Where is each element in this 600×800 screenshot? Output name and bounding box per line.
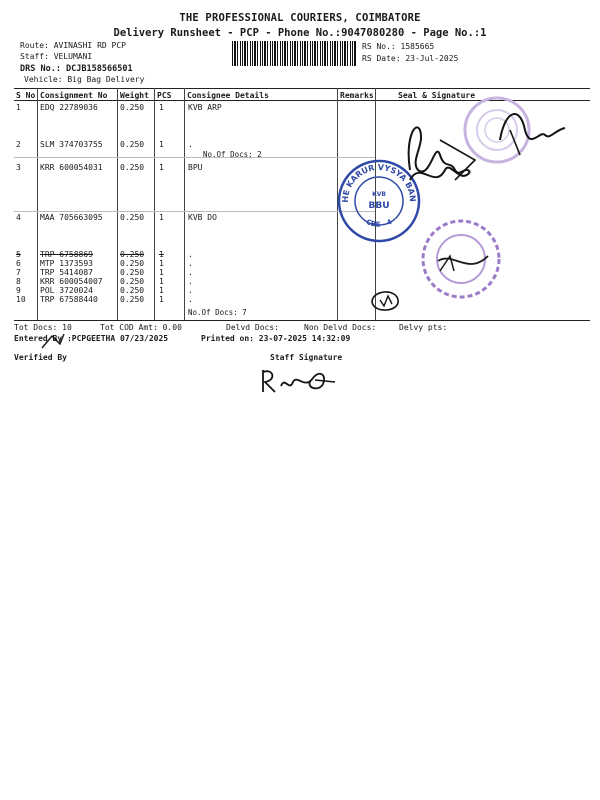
rs-number: RS No.: 1585665 (362, 42, 435, 51)
column-divider (154, 88, 155, 320)
row-weight: 0.250 (120, 163, 145, 172)
staff-signature-scribble (255, 362, 345, 398)
staff-signature-label: Staff Signature (270, 353, 343, 362)
delivery-points: Delvy pts: (399, 323, 448, 332)
total-cod-amount: Tot COD Amt: 0.00 (100, 323, 182, 332)
row-sno: 5 (16, 250, 21, 259)
row-weight: 0.250 (120, 213, 145, 222)
column-header-remarks: Remarks (340, 91, 374, 100)
svg-text:CBE - 4 (365, 218, 394, 229)
signature-scribble (400, 150, 480, 210)
delivered-docs: Delvd Docs: (226, 323, 279, 332)
row-consignee: . (188, 286, 193, 295)
row-consignment: TRP 67588440 (40, 295, 98, 304)
column-header-weight: Weight (120, 91, 149, 100)
column-header-consignee: Consignee Details (187, 91, 269, 100)
row-sno: 2 (16, 140, 21, 149)
row-pcs: 1 (159, 295, 164, 304)
stamp-bottom-text: CBE - 4 (364, 217, 394, 229)
row-consignment: KRR 600054007 (40, 277, 103, 286)
row-consignment: TRP 6758869 (40, 250, 93, 259)
row-consignment: EDQ 22789036 (40, 103, 98, 112)
row-pcs: 1 (159, 163, 164, 172)
row-consignee: . (188, 250, 193, 259)
row-weight: 0.250 (120, 286, 145, 295)
row-weight: 0.250 (120, 259, 145, 268)
row-sno: 6 (16, 259, 21, 268)
column-divider (117, 88, 118, 320)
column-header-sno: S No (16, 91, 36, 100)
row-sno: 1 (16, 103, 21, 112)
column-header-pcs: PCS (157, 91, 172, 100)
row-sno: 10 (16, 295, 26, 304)
row-weight: 0.250 (120, 277, 145, 286)
row-consignee: KVB ARP (188, 103, 222, 112)
row-pcs: 1 (159, 277, 164, 286)
row-weight: 0.250 (120, 268, 145, 277)
row-consignee: . (188, 295, 193, 304)
vehicle-label: Vehicle: Big Bag Delivery (24, 75, 145, 84)
row-consignee: . (188, 140, 193, 149)
row-pcs: 1 (159, 250, 164, 259)
purple-bank-stamp (418, 216, 504, 302)
row-divider (14, 157, 375, 158)
row-weight: 0.250 (120, 103, 145, 112)
column-header-seal: Seal & Signature (398, 91, 476, 100)
column-header-consignment: Consignment No (40, 91, 108, 100)
non-delivered-docs: Non Delvd Docs: (304, 323, 377, 332)
row-weight: 0.250 (120, 140, 145, 149)
verified-by-label: Verified By (14, 353, 67, 362)
row-pcs: 1 (159, 140, 164, 149)
table-top-border (14, 88, 590, 89)
row-consignee: . (188, 259, 193, 268)
row-weight: 0.250 (120, 295, 145, 304)
stamp-kvb-text: KVB (372, 191, 386, 198)
row-docs-count: No.Of Docs: 7 (188, 308, 247, 317)
drs-number: DRS No.: DCJB158566501 (20, 64, 133, 74)
entered-by: Entered By :PCPGEETHA 07/23/2025 (14, 334, 169, 343)
row-consignment: SLM 374703755 (40, 140, 103, 149)
row-sno: 4 (16, 213, 21, 222)
row-consignee: . (188, 268, 193, 277)
row-pcs: 1 (159, 286, 164, 295)
row-consignment: KRR 600054031 (40, 163, 103, 172)
row-consignment: TRP 5414087 (40, 268, 93, 277)
stamp-center-text: BBU (368, 201, 390, 211)
row-pcs: 1 (159, 103, 164, 112)
route-label: Route: AVINASHI RD PCP (20, 41, 126, 50)
row-consignee: BPU (188, 163, 203, 172)
row-sno: 3 (16, 163, 21, 172)
row-consignee: KVB DO (188, 213, 217, 222)
row-consignment: MAA 705663095 (40, 213, 103, 222)
staff-label: Staff: VELUMANI (20, 52, 93, 61)
company-name: THE PROFESSIONAL COURIERS, COIMBATORE (179, 12, 421, 24)
stamp-ring-text: THE KARUR VYSYA BANK (332, 151, 418, 203)
column-divider (184, 88, 185, 320)
row-sno: 8 (16, 277, 21, 286)
initials-scribble (366, 286, 406, 316)
printed-on: Printed on: 23-07-2025 14:32:09 (201, 334, 351, 343)
row-divider (14, 211, 375, 212)
runsheet-title: Delivery Runsheet - PCP - Phone No.:9047080280 - Page No.:1 (113, 27, 487, 39)
row-docs-count: No.Of Docs: 2 (203, 150, 262, 159)
row-consignee: . (188, 277, 193, 286)
barcode-image (232, 41, 356, 66)
row-sno: 9 (16, 286, 21, 295)
row-consignment: MTP 1373593 (40, 259, 93, 268)
table-bottom-border (14, 320, 590, 321)
total-docs: Tot Docs: 10 (14, 323, 72, 332)
row-pcs: 1 (159, 259, 164, 268)
row-pcs: 1 (159, 213, 164, 222)
pen-mark (38, 330, 68, 352)
column-divider (37, 88, 38, 320)
row-sno: 7 (16, 268, 21, 277)
rs-date: RS Date: 23-Jul-2025 (362, 54, 459, 63)
row-weight: 0.250 (120, 250, 145, 259)
row-consignment: POL 3720024 (40, 286, 93, 295)
row-pcs: 1 (159, 268, 164, 277)
